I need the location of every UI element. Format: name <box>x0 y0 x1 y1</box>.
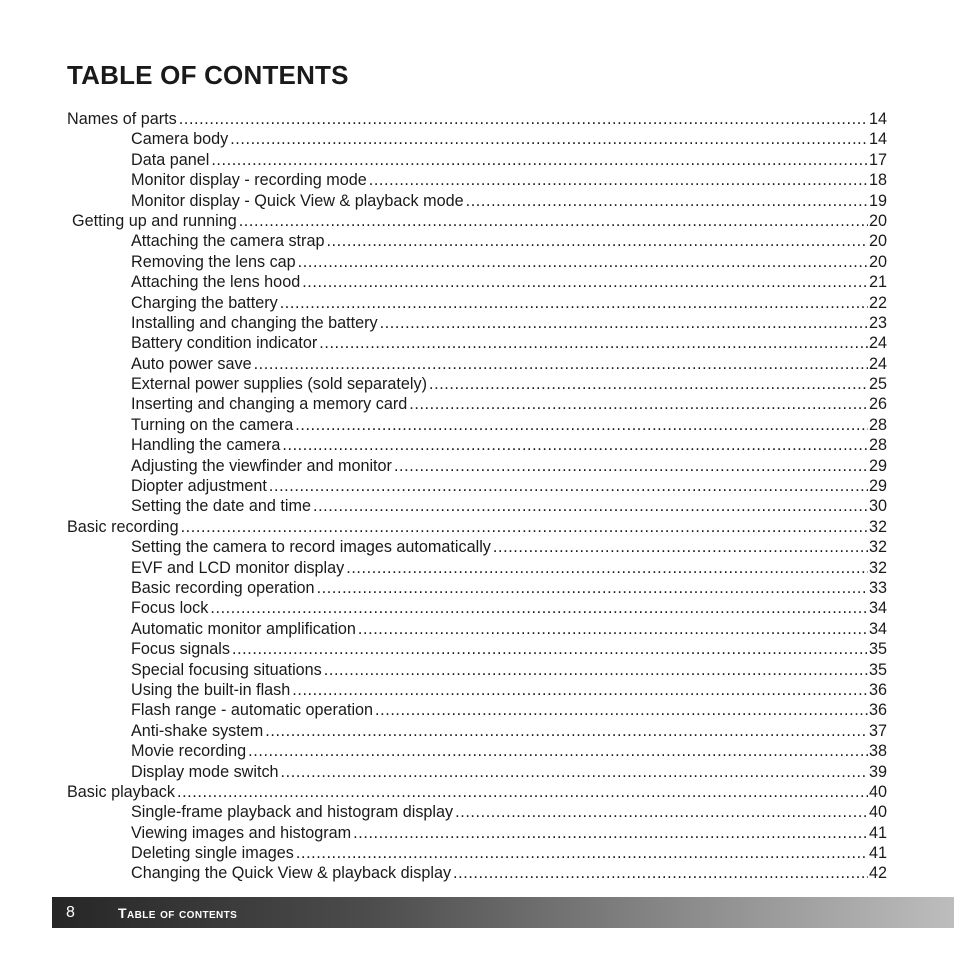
dot-leader <box>254 354 868 374</box>
toc-entry-page: 28 <box>868 436 887 455</box>
toc-entry <box>67 578 887 598</box>
toc-entry-page: 23 <box>868 313 887 332</box>
dot-leader <box>269 476 868 496</box>
dot-leader <box>179 109 868 129</box>
toc-entry <box>67 313 887 333</box>
dot-leader <box>239 211 868 231</box>
toc-entry <box>67 170 887 190</box>
toc-entry <box>67 129 887 149</box>
toc-entry-page: 25 <box>868 375 887 394</box>
toc-entry <box>67 252 887 272</box>
toc-entry <box>67 191 887 211</box>
toc-entry <box>67 211 887 231</box>
toc-entry-page: 22 <box>868 293 887 312</box>
toc-entry-page: 40 <box>868 782 887 801</box>
dot-leader <box>181 517 868 537</box>
toc-entry-label: Using the built-in flash <box>131 680 291 699</box>
toc-entry <box>67 537 887 557</box>
toc-list <box>67 109 887 884</box>
toc-entry-label: Attaching the lens hood <box>131 273 301 292</box>
dot-leader <box>319 333 868 353</box>
dot-leader <box>466 191 868 211</box>
dot-leader <box>296 843 868 863</box>
dot-leader <box>394 456 868 476</box>
toc-entry-label: Focus lock <box>131 599 209 618</box>
toc-entry-label: Display mode switch <box>131 762 279 781</box>
dot-leader <box>369 170 868 190</box>
toc-entry-label: Diopter adjustment <box>131 477 267 496</box>
toc-entry-page: 39 <box>868 762 887 781</box>
toc-entry-page: 20 <box>868 232 887 251</box>
toc-entry <box>67 802 887 822</box>
toc-entry-label: Basic recording <box>67 517 179 536</box>
toc-entry <box>67 598 887 618</box>
toc-entry-page: 32 <box>868 517 887 536</box>
toc-entry <box>67 354 887 374</box>
dot-leader <box>282 435 868 455</box>
toc-entry <box>67 700 887 720</box>
toc-entry-label: Setting the camera to record images automatically <box>131 538 491 557</box>
toc-entry-label: Flash range - automatic operation <box>131 701 374 720</box>
toc-entry-page: 32 <box>868 558 887 577</box>
dot-leader <box>265 721 868 741</box>
toc-entry-label: Anti-shake system <box>131 721 264 740</box>
toc-entry-label: Camera body <box>131 130 229 149</box>
toc-entry-page: 24 <box>868 354 887 373</box>
dot-leader <box>455 802 868 822</box>
toc-entry-page: 19 <box>868 191 887 210</box>
toc-entry-label: Basic playback <box>67 782 175 801</box>
toc-entry-label: Getting up and running <box>72 211 237 230</box>
dot-leader <box>248 741 868 761</box>
toc-entry <box>67 639 887 659</box>
toc-entry <box>67 863 887 883</box>
toc-entry <box>67 415 887 435</box>
toc-entry <box>67 741 887 761</box>
toc-entry-page: 26 <box>868 395 887 414</box>
dot-leader <box>230 129 868 149</box>
toc-entry <box>67 660 887 680</box>
toc-entry <box>67 762 887 782</box>
toc-entry-page: 41 <box>868 823 887 842</box>
toc-entry <box>67 496 887 516</box>
toc-entry-label: Single-frame playback and histogram display <box>131 803 454 822</box>
toc-entry-label: Battery condition indicator <box>131 334 318 353</box>
dot-leader <box>353 823 868 843</box>
dot-leader <box>298 252 868 272</box>
toc-entry <box>67 272 887 292</box>
dot-leader <box>210 598 868 618</box>
toc-entry <box>67 456 887 476</box>
toc-entry-label: Setting the date and time <box>131 497 311 516</box>
toc-entry-page: 35 <box>868 640 887 659</box>
toc-entry-page: 14 <box>868 110 887 128</box>
dot-leader <box>317 578 868 598</box>
toc-entry-page: 37 <box>868 721 887 740</box>
toc-entry-page: 42 <box>868 864 887 883</box>
dot-leader <box>280 293 868 313</box>
dot-leader <box>375 700 868 720</box>
toc-entry-page: 20 <box>868 252 887 271</box>
toc-entry <box>67 374 887 394</box>
dot-leader <box>292 680 868 700</box>
toc-entry-page: 34 <box>868 619 887 638</box>
toc-entry-label: Handling the camera <box>131 436 281 455</box>
dot-leader <box>358 619 868 639</box>
dot-leader <box>409 394 868 414</box>
toc-entry-label: Deleting single images <box>131 844 294 863</box>
toc-entry-page: 24 <box>868 334 887 353</box>
dot-leader <box>326 231 868 251</box>
toc-entry-page: 14 <box>868 130 887 149</box>
dot-leader <box>429 374 868 394</box>
dot-leader <box>493 537 868 557</box>
toc-entry-label: Installing and changing the battery <box>131 313 378 332</box>
dot-leader <box>177 782 868 802</box>
page-title: TABLE OF CONTENTS <box>67 60 349 90</box>
toc-entry-label: Monitor display - recording mode <box>131 171 367 190</box>
toc-entry <box>67 293 887 313</box>
toc-entry-page: 21 <box>868 273 887 292</box>
toc-entry-page: 17 <box>868 150 887 169</box>
dot-leader <box>380 313 868 333</box>
dot-leader <box>281 762 868 782</box>
toc-entry-page: 30 <box>868 497 887 516</box>
footer-bar <box>52 897 954 928</box>
toc-entry-label: EVF and LCD monitor display <box>131 558 345 577</box>
toc-entry-page: 38 <box>868 742 887 761</box>
toc-entry-label: Adjusting the viewfinder and monitor <box>131 456 392 475</box>
toc-entry-page: 28 <box>868 415 887 434</box>
toc-entry-label: Names of parts <box>67 110 177 128</box>
toc-entry <box>67 619 887 639</box>
toc-entry-label: External power supplies (sold separately) <box>131 375 428 394</box>
toc-entry-label: Removing the lens cap <box>131 252 296 271</box>
toc-entry <box>67 394 887 414</box>
toc-entry-page: 34 <box>868 599 887 618</box>
toc-entry <box>67 823 887 843</box>
toc-entry-label: Monitor display - Quick View & playback mode <box>131 191 464 210</box>
toc-entry <box>67 721 887 741</box>
toc-entry-page: 32 <box>868 538 887 557</box>
toc-entry-page: 18 <box>868 171 887 190</box>
toc-entry-label: Charging the battery <box>131 293 278 312</box>
toc-entry-label: Basic recording operation <box>131 578 315 597</box>
toc-entry-label: Turning on the camera <box>131 415 294 434</box>
toc-entry-label: Inserting and changing a memory card <box>131 395 408 414</box>
dot-leader <box>302 272 868 292</box>
toc-entry-label: Viewing images and histogram <box>131 823 352 842</box>
toc-entry-label: Movie recording <box>131 742 247 761</box>
toc-entry-page: 41 <box>868 844 887 863</box>
toc-entry-label: Data panel <box>131 150 210 169</box>
toc-entry-label: Attaching the camera strap <box>131 232 325 251</box>
dot-leader <box>295 415 868 435</box>
toc-entry <box>67 435 887 455</box>
dot-leader <box>211 150 868 170</box>
dot-leader <box>324 660 868 680</box>
dot-leader <box>232 639 868 659</box>
toc-entry-page: 35 <box>868 660 887 679</box>
toc-entry <box>67 843 887 863</box>
toc-entry-label: Special focusing situations <box>131 660 322 679</box>
footer-page-number: 8 <box>66 903 75 921</box>
toc-entry <box>67 782 887 802</box>
toc-entry <box>67 231 887 251</box>
toc-entry-page: 33 <box>868 578 887 597</box>
toc-entry-page: 40 <box>868 803 887 822</box>
toc-entry-page: 20 <box>868 211 887 230</box>
toc-entry-label: Auto power save <box>131 354 252 373</box>
toc-entry-page: 29 <box>868 456 887 475</box>
dot-leader <box>346 558 868 578</box>
toc-entry <box>67 476 887 496</box>
toc-entry <box>67 517 887 537</box>
dot-leader <box>313 496 868 516</box>
toc-entry-page: 29 <box>868 477 887 496</box>
toc-entry <box>67 558 887 578</box>
toc-entry <box>67 333 887 353</box>
dot-leader <box>453 863 868 883</box>
toc-entry <box>67 109 887 129</box>
footer-section-title: Table of contents <box>118 904 238 921</box>
toc-entry-page: 36 <box>868 701 887 720</box>
toc-entry-page: 36 <box>868 680 887 699</box>
toc-entry <box>67 150 887 170</box>
toc-entry-label: Changing the Quick View & playback display <box>131 864 452 883</box>
toc-entry-label: Automatic monitor amplification <box>131 619 356 638</box>
toc-entry-label: Focus signals <box>131 640 230 659</box>
toc-entry <box>67 680 887 700</box>
